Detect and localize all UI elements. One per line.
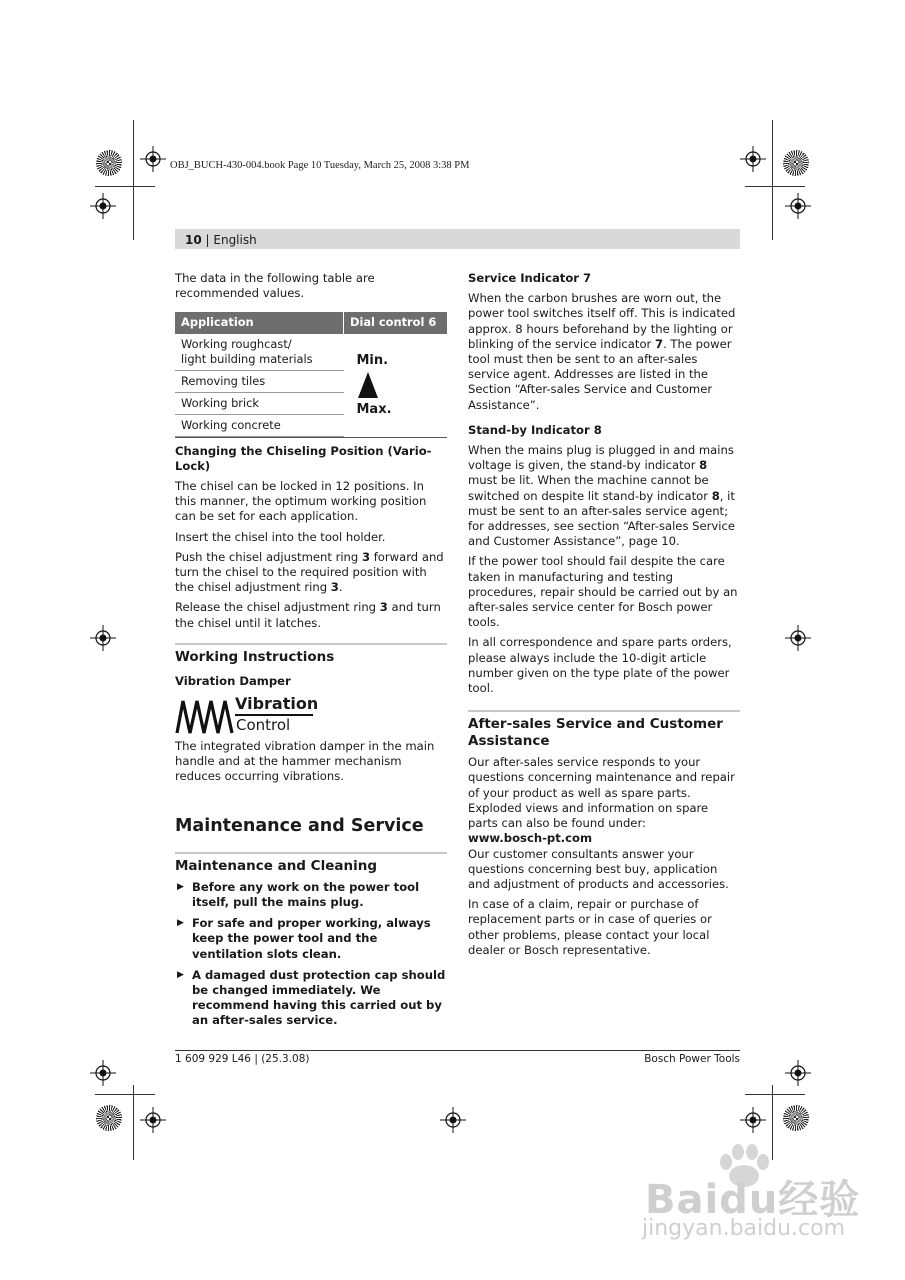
vibration-wave-icon [175,697,237,735]
text-run: , it must be sent to an after-sales service agent; for addresses, see section “After-sales Service and Customer Assistance”, page 10. [468,488,736,549]
text-run: and turn the chisel until it latches. [175,600,441,630]
crop-mark [133,120,134,240]
crosshair-icon [90,193,116,219]
crosshair-icon [785,1060,811,1086]
crosshair-icon [140,146,166,172]
registration-disk-icon [96,150,122,176]
standby-paragraph [468,443,740,549]
maintenance-cleaning-heading: Maintenance and Cleaning [175,857,377,874]
text-run: . The power tool must then be sent to an after-sales service agent. Addresses are listed in the Section “After-sales Service and Customer Assistance”. [468,336,732,412]
chisel-paragraph [175,550,447,596]
dial-cell [344,334,448,437]
settings-table [175,312,447,436]
left-column [175,271,447,1035]
section-rule [468,710,740,712]
standby-paragraph: In all correspondence and spare parts orders, please always include the 10-digit article number given on the type plate of the power tool. [468,635,732,696]
safety-bullet: ▶ Before any work on the power tool itself, pull the mains plug. [175,880,447,910]
text-run: Release the chisel adjustment ring [175,600,380,615]
registration-disk-icon [783,1105,809,1131]
text-run: must be lit. When the machine cannot be switched on despite lit stand-by indicator [468,473,712,503]
text-run: 3 [330,580,339,595]
bosch-url-link[interactable]: www.bosch-pt.com [468,831,593,846]
table-intro: The data in the following table are recommended values. [175,271,375,301]
crop-mark [133,1085,134,1160]
chisel-paragraph: Insert the chisel into the tool holder. [175,529,386,544]
crosshair-icon [785,625,811,651]
text-run: 3 [361,549,371,564]
page-number: 10 [185,233,202,247]
aftersales-paragraph: Our customer consultants answer your questions concerning best buy, application and adjustment of products and accessories. [468,846,729,891]
crop-mark [95,186,155,187]
logo-vibration-text: Vibration [235,694,319,714]
registration-disk-icon [783,150,809,176]
text-run: 7 [654,336,664,351]
registration-disk-icon [96,1105,122,1131]
text-run: When the carbon brushes are worn out, the power tool switches itself off. This is indicated approx. 8 hours beforehand by the lighting or blinking of the service indicator [468,291,736,351]
vibration-control-logo [175,695,447,737]
standby-paragraph: If the power tool should fail despite the care taken in manufacturing and testing procedures, repair should be carried out by an after-sales service center for Bosch power tools. [468,554,738,630]
crosshair-icon [740,146,766,172]
standby-indicator-heading: Stand-by Indicator 8 [468,422,602,437]
safety-bullet: ▶ A damaged dust protection cap should be changed immediately. We recommend having this carried out by an after-sales service. [175,968,447,1029]
section-rule [175,643,447,645]
aftersales-heading: After-sales Service and Customer Assistance [468,716,723,750]
crosshair-icon [440,1107,466,1133]
aftersales-paragraph: In case of a claim, repair or purchase of replacement parts or in case of queries or other problems, please contact your local dealer or Bosch representative. [468,897,712,957]
page-bar-text [185,233,257,247]
text-run: 3 [379,600,388,615]
page-bar [175,229,740,249]
table-cell: Working brick [175,392,344,414]
safety-bullet: ▶ For safe and proper working, always keep the power tool and the ventilation slots clean. [175,916,447,962]
crosshair-icon [90,625,116,651]
table-header-row [175,312,447,333]
table-cell: Working concrete [175,414,344,436]
table-cell: Removing tiles [175,370,344,392]
logo-control-text: Control [236,716,291,735]
aftersales-paragraph: Our after-sales service responds to your questions concerning maintenance and repair of your product as well as spare parts. Exploded views and information on spare parts can also be found under: [468,755,735,831]
vibration-paragraph: The integrated vibration damper in the main handle and at the hammer mechanism reduces occurring vibrations. [175,739,435,784]
book-info-line: OBJ_BUCH-430-004.book Page 10 Tuesday, March 25, 2008 3:38 PM [170,160,470,171]
footer-rule [175,1050,740,1051]
maintenance-service-heading: Maintenance and Service [175,815,424,836]
text-run: 8 [711,488,720,503]
crosshair-icon [785,193,811,219]
right-column [468,271,740,963]
footer-doc-number: 1 609 929 L46 | (25.3.08) [175,1053,310,1065]
crop-mark [745,1094,805,1095]
increase-arrow-icon [355,370,385,400]
table-cell: Working roughcast/ light building materials [175,334,344,371]
section-rule [175,852,447,854]
chisel-paragraph [175,600,447,630]
crop-mark [772,120,773,240]
text-run: Push the chisel adjustment ring [175,549,362,564]
dial-max-label: Max. [356,401,392,417]
table-bottom-rule [175,437,447,438]
table-row [175,334,447,371]
working-instructions-heading: Working Instructions [175,648,335,665]
watermark-url: jingyan.baidu.com [642,1216,846,1241]
table-header-application: Application [175,312,344,333]
text-run: forward and turn the chisel to the required position with the chisel adjustment ring [175,549,444,595]
footer-brand: Bosch Power Tools [644,1053,740,1065]
crop-mark [95,1094,155,1095]
text-run: 8 [699,458,708,473]
text-run: . [338,580,343,595]
crosshair-icon [140,1107,166,1133]
service-indicator-heading: Service Indicator 7 [468,271,592,285]
crosshair-icon [740,1107,766,1133]
service-paragraph [468,291,740,413]
vibration-damper-heading: Vibration Damper [175,673,291,688]
watermark-brand: Baidu经验 [645,1177,861,1223]
crop-mark [745,186,805,187]
page-bar-separator: | [201,233,214,247]
dial-min-label: Min. [356,352,389,368]
crosshair-icon [90,1060,116,1086]
page-language: English [213,233,257,247]
text-run: When the mains plug is plugged in and mains voltage is given, the stand-by indicator [468,443,734,473]
table-header-dial: Dial control 6 [344,312,448,333]
chisel-paragraph: The chisel can be locked in 12 positions. In this manner, the optimum working position can be set for each application. [175,479,427,524]
chisel-heading: Changing the Chiseling Position (Vario-Lock) [175,443,432,473]
